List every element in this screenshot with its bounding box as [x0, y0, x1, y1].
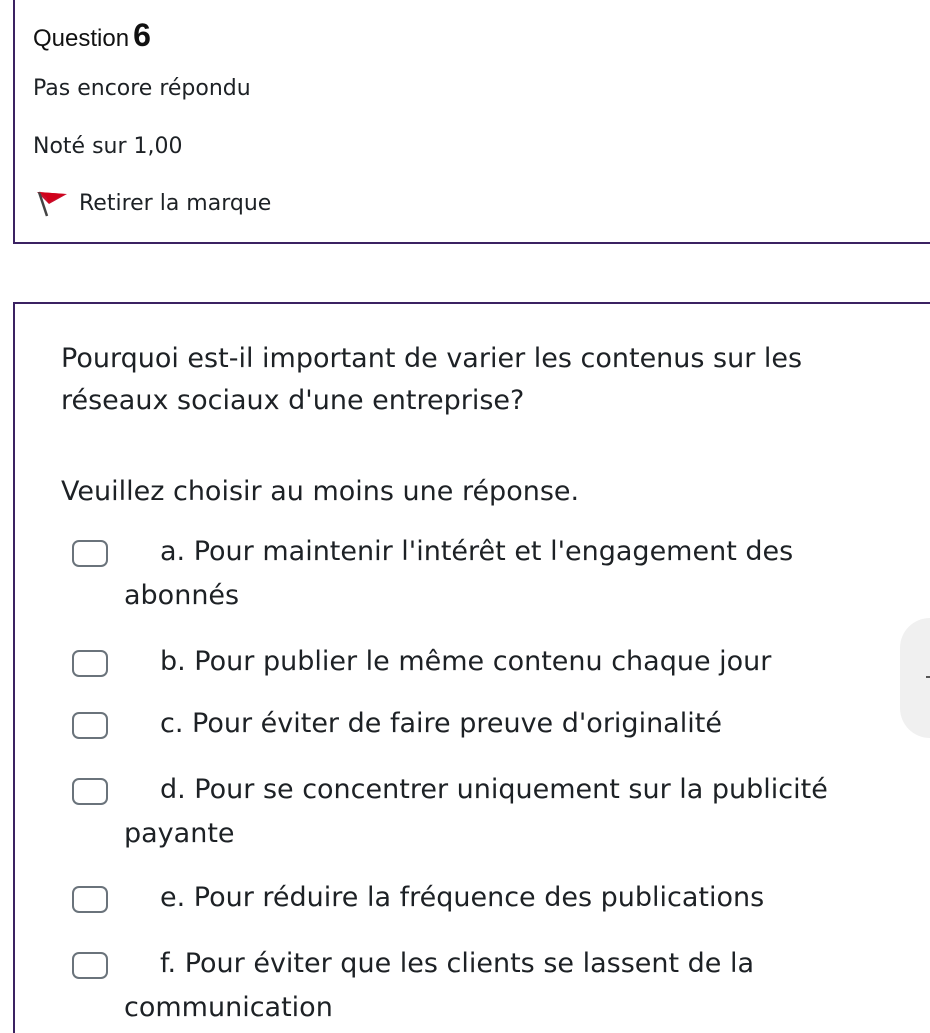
answer-label-c: c. Pour éviter de faire preuve d'originalité: [160, 708, 722, 739]
answer-status: Pas encore répondu: [33, 76, 251, 101]
question-number: 6: [133, 17, 151, 53]
question-info-panel: [13, 0, 930, 244]
remove-flag-label: Retirer la marque: [79, 190, 272, 216]
grade-info: Noté sur 1,00: [33, 134, 183, 159]
question-heading: [33, 17, 151, 54]
question-content-panel: [13, 302, 930, 1033]
answer-label-e: e. Pour réduire la fréquence des publications: [160, 882, 765, 913]
answer-label-d: d. Pour se concentrer uniquement sur la publicité payante: [124, 774, 828, 849]
question-text: Pourquoi est-il important de varier les contenus sur les réseaux sociaux d'une entreprise?: [61, 343, 803, 416]
question-label: Question: [33, 25, 130, 52]
drawer-chevron-icon: [926, 676, 930, 678]
answer-prompt: Veuillez choisir au moins une réponse.: [61, 476, 580, 507]
side-drawer-handle[interactable]: [900, 618, 930, 738]
answer-label-f: f. Pour éviter que les clients se lassent de la communication: [124, 948, 755, 1023]
remove-flag-button[interactable]: [35, 188, 271, 218]
answer-label-a: a. Pour maintenir l'intérêt et l'engagement des abonnés: [124, 536, 794, 611]
answer-label-b: b. Pour publier le même contenu chaque jour: [160, 646, 772, 677]
flag-icon: [35, 188, 69, 218]
